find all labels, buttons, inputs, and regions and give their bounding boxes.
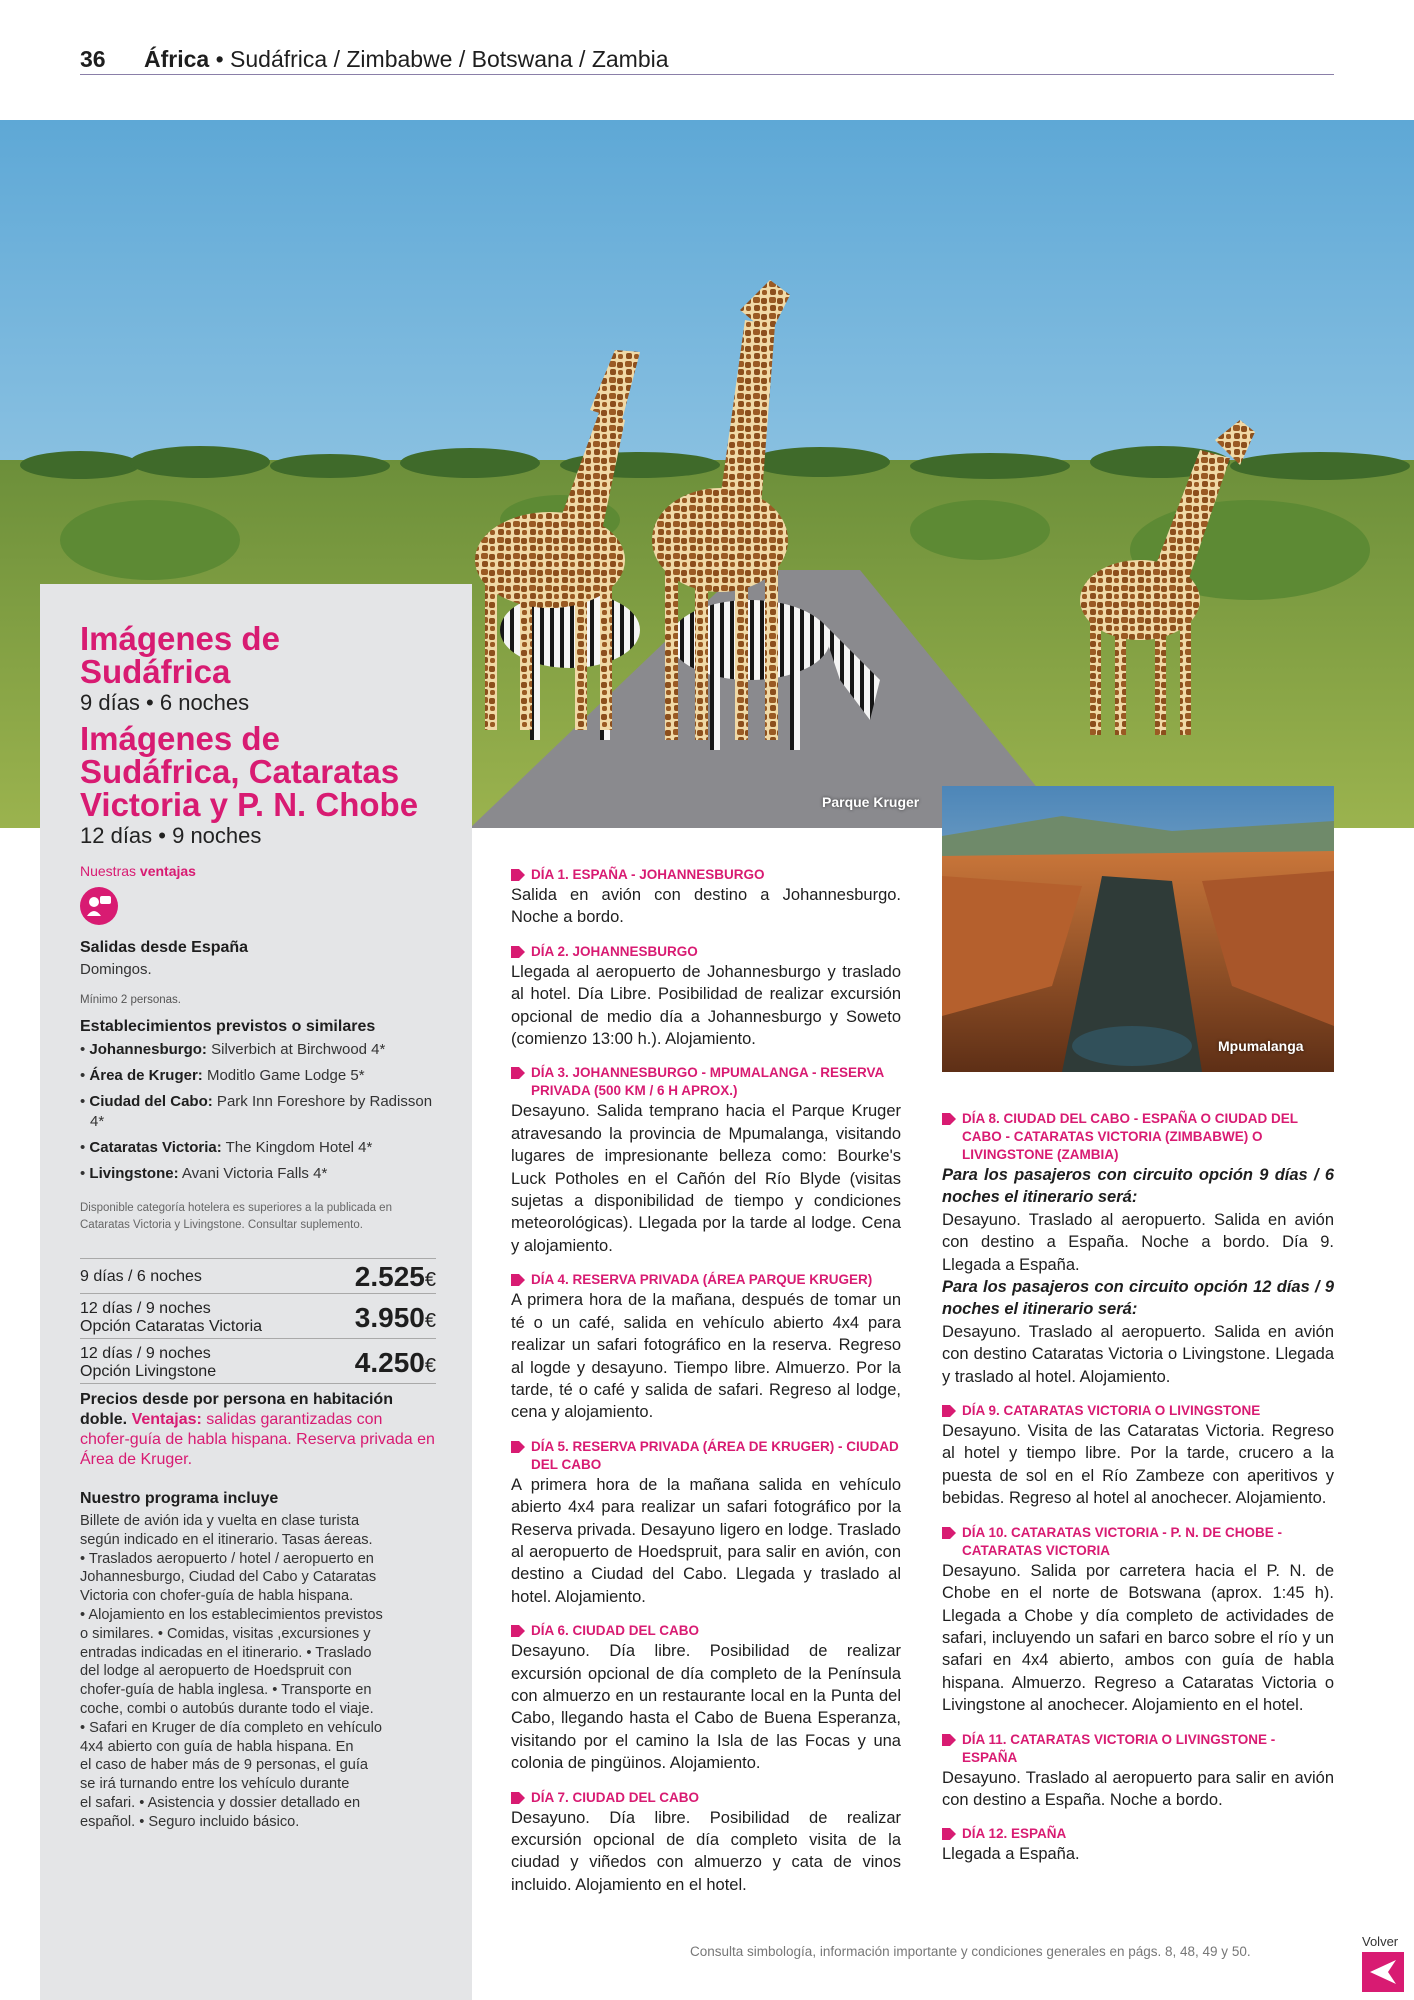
itinerary-day [511, 1438, 901, 1608]
trip-title-1: Imágenes de Sudáfrica [80, 620, 280, 690]
price-label-line: 12 días / 9 noches [80, 1345, 211, 1362]
ventajas-prefix: Nuestras [80, 863, 140, 879]
prices-note-ventajas-text: salidas garantizadas con chofer-guía de habla hispana. Reserva privada en Área de Kruger. [80, 1411, 435, 1468]
arrow-icon [511, 946, 525, 958]
salidas-heading: Salidas desde España [80, 939, 249, 956]
hotel-place: Cataratas Victoria: [89, 1139, 222, 1156]
price-value [355, 1347, 436, 1379]
option-text: Desayuno. Traslado al aeropuerto. Salida en avión con destino Cataratas Victoria o Livingstone. Llegada y traslado al hotel. Alojamiento. [942, 1322, 1334, 1386]
day-title [511, 866, 901, 884]
hotels-note: Disponible categoría hotelera es superiores a la publicada en Cataratas Victoria y Livingstone. Consultar suplemento. [80, 1202, 392, 1231]
guide-icon-glyph [80, 887, 118, 925]
price-table [80, 1258, 436, 1384]
ventajas-word: ventajas [139, 863, 196, 879]
hotel-name: Avani Victoria Falls 4* [178, 1165, 328, 1182]
day-title [511, 1064, 901, 1100]
day-title [942, 1524, 1334, 1560]
price-row [80, 1293, 436, 1338]
day-title-text: DÍA 7. CIUDAD DEL CABO [531, 1789, 700, 1805]
hotel-item: • Área de Kruger: Moditlo Game Lodge 5* [80, 1067, 365, 1084]
itinerary-day [942, 1110, 1334, 1388]
itinerary-day [511, 1789, 901, 1897]
price-label-option: Opción Cataratas Victoria [80, 1318, 263, 1335]
hotel-name: Park Inn Foreshore by Radisson 4* [90, 1093, 433, 1130]
guide-icon [80, 887, 118, 925]
itinerary-day [511, 943, 901, 1051]
arrow-icon [511, 1625, 525, 1637]
day-text: Desayuno. Salida por carretera hacia el P. N. de Chobe en el norte de Botswana (aprox. 1:45 h). Llegada a Chobe y día completo de actividades de safari, incluyendo un safari en barco sobre el río y un safari en 4x4 abierto, ambos con guía de habla hispana. Almuerzo. Regreso a Cataratas Victoria o Livingstone al anochecer. Alojamiento en el hotel. [942, 1561, 1334, 1715]
region-countries: • Sudáfrica / Zimbabwe / Botswana / Zambia [209, 46, 669, 72]
trip-title-2: Imágenes de Sudáfrica, Cataratas Victoria y P. N. Chobe [80, 720, 419, 823]
hotel-name: Silverbich at Birchwood 4* [206, 1041, 386, 1058]
itinerary-day [511, 1271, 901, 1423]
itinerary-day [942, 1524, 1334, 1717]
day-title-text: DÍA 1. ESPAÑA - JOHANNESBURGO [531, 867, 765, 882]
hotel-name: The Kingdom Hotel 4* [221, 1139, 373, 1156]
program-heading: Nuestro programa incluye [80, 1490, 279, 1507]
day-title-text: DÍA 5. RESERVA PRIVADA (ÁREA DE KRUGER) - CIUDAD DEL CABO [531, 1438, 899, 1472]
price-row [80, 1258, 436, 1293]
price-row [80, 1338, 436, 1383]
header-divider [80, 74, 1334, 75]
day-text: Salida en avión con destino a Johannesburgo. Noche a bordo. [511, 886, 901, 927]
day-title-text: DÍA 10. CATARATAS VICTORIA - P. N. DE CHOBE - CATARATAS VICTORIA [962, 1524, 1283, 1558]
day-title [511, 1438, 901, 1474]
itinerary-day [511, 1622, 901, 1774]
day-title [942, 1402, 1334, 1420]
day-title-text: DÍA 12. ESPAÑA [962, 1826, 1067, 1842]
itinerary-day [942, 1825, 1334, 1865]
arrow-icon [942, 1405, 956, 1417]
prices-note-main: Precios desde por persona en habitación doble. [80, 1391, 393, 1428]
price-amount: 3.950 [354, 1302, 425, 1333]
price-amount: 2.525 [354, 1261, 425, 1292]
canyon-illustration [942, 786, 1334, 1072]
price-amount: 4.250 [354, 1347, 425, 1378]
option-heading: Para los pasajeros con circuito opción 12 días / 9 noches el itinerario será: [942, 1278, 1334, 1319]
price-label [80, 1268, 202, 1286]
hotel-item: • Cataratas Victoria: The Kingdom Hotel 4* [80, 1139, 373, 1156]
day-text: A primera hora de la mañana salida en vehículo abierto 4x4 para realizar un safari fotográfico por la Reserva privada. Desayuno ligero en lodge. Traslado al aeropuerto de Hoedspruit, para salir en avión, con destino a Ciudad del Cabo. Llegada y traslado al hotel. Alojamiento. [511, 1475, 901, 1606]
price-currency: € [424, 1355, 436, 1377]
arrow-icon [942, 1527, 956, 1539]
ventajas-label [80, 863, 436, 879]
price-table-divider [80, 1383, 436, 1384]
price-label-line: 9 días / 6 noches [80, 1268, 202, 1285]
arrow-icon [511, 1441, 525, 1453]
itinerary-day [942, 1731, 1334, 1812]
itinerary-column-2 [942, 1110, 1334, 1880]
day-text: Llegada al aeropuerto de Johannesburgo y traslado al hotel. Día Libre. Posibilidad de realizar excursión opcional de medio día a Johannesburgo y Soweto (comienzo 13:00 h.). Alojamiento. [511, 962, 901, 1049]
breadcrumb [144, 46, 669, 73]
day-title-text: DÍA 8. CIUDAD DEL CABO - ESPAÑA O CIUDAD DEL CABO - CATARATAS VICTORIA (ZIMBABWE) O LIVINGSTONE (ZAMBIA) [962, 1111, 1298, 1162]
trip-duration-1: 9 días • 6 noches [80, 690, 250, 715]
hotel-item: • Livingstone: Avani Victoria Falls 4* [80, 1165, 328, 1182]
option-text: Desayuno. Traslado al aeropuerto. Salida en avión con destino a España. Noche a bordo. Día 9. Llegada a España. [942, 1210, 1334, 1274]
day-title [511, 1271, 901, 1289]
price-label [80, 1345, 216, 1381]
arrow-icon [942, 1734, 956, 1746]
page-number: 36 [80, 46, 106, 72]
hotel-place: Johannesburgo: [89, 1041, 207, 1058]
price-currency: € [424, 1310, 436, 1332]
day-title-text: DÍA 11. CATARATAS VICTORIA O LIVINGSTONE - ESPAÑA [962, 1731, 1276, 1765]
trip-summary-panel [40, 584, 472, 2000]
arrow-icon [511, 1274, 525, 1286]
day-title [942, 1825, 1334, 1843]
hotel-place: Área de Kruger: [89, 1067, 203, 1084]
arrow-icon [942, 1113, 956, 1125]
day-title [511, 1789, 901, 1807]
day-title-text: DÍA 9. CATARATAS VICTORIA O LIVINGSTONE [962, 1403, 1261, 1419]
price-value [355, 1302, 436, 1334]
hotels-heading: Establecimientos previstos o similares [80, 1018, 376, 1035]
trip-duration-2: 12 días • 9 noches [80, 823, 262, 848]
itinerary-column-1 [511, 866, 901, 1910]
hero-caption: Parque Kruger [822, 794, 920, 810]
day-text: Desayuno. Salida temprano hacia el Parque Kruger atravesando la provincia de Mpumalanga, visitando lugares de impresionante belleza como: Bourke's Luck Potholes en el Cañón del Río Blyde (visitas sujetas a disponibilidad de tiempo y condiciones meteorológicas). Llegada por la tarde al lodge. Cena y alojamiento. [511, 1102, 901, 1255]
day-title [511, 943, 901, 961]
prices-note [80, 1390, 436, 1470]
back-button[interactable] [1362, 1952, 1404, 1992]
back-arrow-icon [1362, 1952, 1404, 1992]
hotel-place: Livingstone: [89, 1165, 179, 1182]
inset-image-mpumalanga [942, 786, 1334, 1072]
minimum-note: Mínimo 2 personas. [80, 994, 181, 1006]
hotels-list [80, 1040, 436, 1184]
arrow-icon [511, 1067, 525, 1079]
itinerary-day [511, 866, 901, 929]
day-text: Desayuno. Visita de las Cataratas Victoria. Regreso al hotel y tiempo libre. Por la tarde, crucero a la puesta de sol en el Río Zambeze con aperitivos y bebidas. Regreso al hotel al anochecer. Alojamiento. [942, 1422, 1334, 1508]
day-title [511, 1622, 901, 1640]
day-title [942, 1731, 1334, 1767]
price-label-line: 12 días / 9 noches [80, 1300, 211, 1317]
day-title [942, 1110, 1334, 1164]
day-title-text: DÍA 3. JOHANNESBURGO - MPUMALANGA - RESERVA PRIVADA (500 KM / 6 H APROX.) [531, 1065, 884, 1099]
arrow-icon [511, 869, 525, 881]
day-text [942, 1164, 1334, 1388]
hotel-name: Moditlo Game Lodge 5* [202, 1067, 365, 1084]
salidas-value: Domingos. [80, 961, 152, 978]
hotel-place: Ciudad del Cabo: [89, 1093, 213, 1110]
price-currency: € [424, 1269, 436, 1291]
day-text: Llegada a España. [942, 1845, 1080, 1864]
hotel-item: • Ciudad del Cabo: Park Inn Foreshore by Radisson 4* [80, 1093, 433, 1130]
page-header [80, 44, 1334, 74]
day-text: A primera hora de la mañana, después de tomar un té o un café, salida en vehículo abierto 4x4 para realizar un safari fotográfico en la reserva. Regreso al logde y desayuno. Tiempo libre. Almuerzo. Por la tarde, té o café y salida de safari. Regreso al lodge, cena y alojamiento. [511, 1291, 901, 1422]
inset-caption: Mpumalanga [1218, 1038, 1304, 1054]
day-title-text: DÍA 4. RESERVA PRIVADA (ÁREA PARQUE KRUGER) [531, 1272, 873, 1288]
itinerary-day [942, 1402, 1334, 1510]
footer-note: Consulta simbología, información importante y condiciones generales en págs. 8, 48, 49 y 50. [690, 1944, 1251, 1959]
program-text: Billete de avión ida y vuelta en clase turista según indicado en el itinerario. Tasas áereas. • Traslados aeropuerto / hotel / aeropuerto en Johannesburgo, Ciudad del Cabo y Cataratas Victoria con chofer-guía de habla hispana. • Alojamiento en los establecimientos previstos o similares. • Comidas, visitas ,excursiones y entradas indicadas en el itinerario. • Traslado del lodge al aeropuerto de Hoedspruit con chofer-guía de habla inglesa. • Transporte en coche, combi o autobús durante todo el viaje. • Safari en Kruger de día completo en vehículo 4x4 abierto con guía de habla hispana. En el caso de haber más de 9 personas, el guía se irá turnando entre los vehículo durante el safari. • Asistencia y dossier detallado en español. • Seguro incluido básico. [80, 1513, 383, 1830]
price-value [355, 1261, 436, 1293]
itinerary-day [511, 1064, 901, 1257]
day-text: Desayuno. Traslado al aeropuerto para salir en avión con destino a España. Noche a bordo. [942, 1768, 1334, 1809]
arrow-icon [511, 1792, 525, 1804]
arrow-icon [942, 1828, 956, 1840]
volver-label[interactable]: Volver [1362, 1934, 1399, 1949]
day-text: Desayuno. Día libre. Posibilidad de realizar excursión opcional de día completo visita de la ciudad y viñedos con almuerzo y cata de vinos incluido. Alojamiento en el hotel. [511, 1808, 901, 1894]
day-title-text: DÍA 6. CIUDAD DEL CABO [531, 1623, 700, 1639]
region-continent: África [144, 46, 210, 72]
price-label [80, 1300, 262, 1336]
day-title-text: DÍA 2. JOHANNESBURGO [531, 943, 698, 959]
day-text: Desayuno. Día libre. Posibilidad de realizar excursión opcional de día completo de la Península con almuerzo en un restaurante local en la Punta del Cabo, llegando hasta el Cabo de Buena Esperanza, visitando por el camino la Isla de las Focas y una colonia de pingüinos. Alojamiento. [511, 1642, 901, 1773]
prices-note-ventajas: Ventajas: [131, 1411, 202, 1428]
hotel-item: • Johannesburgo: Silverbich at Birchwood 4* [80, 1041, 386, 1058]
price-label-option: Opción Livingstone [80, 1363, 217, 1380]
option-heading: Para los pasajeros con circuito opción 9 días / 6 noches el itinerario será: [942, 1166, 1334, 1207]
